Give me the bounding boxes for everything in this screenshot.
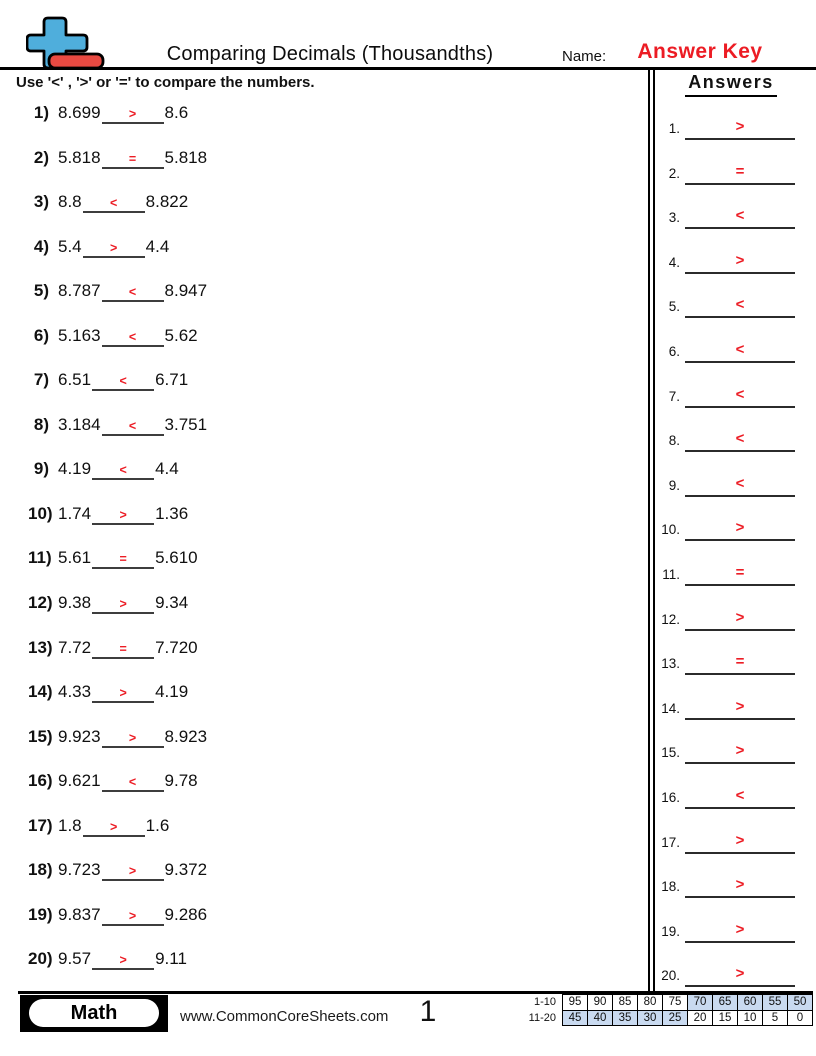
answer-number: 12. [661,611,680,627]
problem-left-value: 9.837 [58,904,101,924]
answer-blank-line [92,593,154,614]
comparison-symbol: > [109,240,118,255]
answer-number: 20. [661,968,680,984]
grade-cell: 20 [687,1010,713,1027]
grade-cell: 75 [662,994,688,1011]
problem-right-value: 4.19 [155,682,189,702]
answer-symbol: < [735,207,745,225]
answer-number: 11. [662,566,680,582]
problem-right-value: 8.947 [164,281,208,301]
answer-row [655,156,807,201]
comparison-symbol: > [128,864,137,879]
answer-blank-line [92,504,154,525]
answer-symbol: > [735,251,745,269]
answer-row [655,379,807,424]
problem-left-value: 5.4 [58,236,82,256]
answer-symbol: < [735,385,745,403]
answers-list [655,111,807,1003]
answer-line [685,780,795,809]
grade-cell: 15 [712,1010,738,1027]
problem-row [28,281,207,326]
problem-left-value: 4.33 [58,682,92,702]
answer-line [685,200,795,229]
problem-left-value: 5.818 [58,147,101,167]
grade-cell: 55 [762,994,788,1011]
problem-right-value: 6.71 [155,370,189,390]
problem-number: 18) [28,860,53,880]
answer-number: 1. [668,121,680,136]
answer-row [655,245,807,290]
answer-blank-line [92,682,154,703]
problem-right-value: 9.372 [164,860,208,880]
answers-column-divider [648,70,655,991]
answer-blank-line [92,548,154,569]
grading-row2-label: 11-20 [528,1011,556,1024]
answer-number: 17. [661,834,680,850]
answer-symbol: < [735,786,745,804]
problem-row [28,905,207,950]
grade-cell: 10 [737,1010,763,1027]
answer-symbol: = [735,653,745,671]
answer-blank-line [102,727,164,748]
answer-line [685,512,795,541]
problem-number: 15) [28,726,53,746]
comparison-symbol: < [119,374,127,389]
problem-number: 13) [28,637,53,657]
answer-number: 2. [668,165,680,181]
problem-number: 2) [33,147,49,167]
comparison-symbol: > [109,819,118,834]
answer-blank-line [102,148,164,169]
problem-number: 8) [33,414,49,434]
problem-number: 20) [28,949,53,969]
answer-number: 13. [661,656,680,672]
comparison-symbol: < [128,775,137,790]
answer-symbol: > [735,965,745,983]
page-title: Comparing Decimals (Thousandths) [166,43,494,65]
problem-left-value: 8.787 [58,281,101,301]
problem-left-value: 8.699 [58,103,101,122]
answer-number: 8. [668,433,680,449]
grading-table [514,995,813,1026]
grade-cell: 60 [737,994,763,1011]
answer-row [655,289,807,334]
problem-right-value: 4.4 [155,459,179,479]
comparison-symbol: > [119,686,127,701]
answer-row [655,334,807,379]
problem-left-value: 9.621 [58,771,101,791]
comparison-symbol: > [119,507,127,522]
header-divider [0,67,816,70]
answer-number: 5. [668,299,680,315]
answer-number: 15. [661,745,680,761]
problem-number: 7) [33,370,49,390]
problem-right-value: 7.720 [155,637,198,657]
problem-left-value: 5.163 [58,325,101,345]
problem-row [28,816,207,861]
grade-cell: 45 [562,1010,588,1027]
answer-blank-line [83,237,145,258]
answer-symbol: > [735,519,745,537]
problem-right-value: 8.822 [145,192,189,212]
answer-symbol: > [735,697,745,715]
comparison-symbol: > [128,730,137,745]
grade-cell: 5 [762,1010,788,1027]
problem-right-value: 9.34 [155,593,189,613]
answer-symbol: > [735,118,745,135]
answer-symbol: < [735,340,745,358]
problem-row [28,638,207,683]
answer-row [655,646,807,691]
subject-label: Math [29,999,159,1027]
answer-row [655,691,807,736]
answer-line [685,156,795,185]
answer-line [685,958,795,987]
answer-line [685,825,795,854]
answer-symbol: = [735,162,745,180]
answer-line [685,468,795,497]
problem-row [28,949,207,994]
grade-cell: 70 [687,994,713,1011]
comparison-symbol: = [128,151,137,166]
answer-blank-line [102,326,164,347]
comparison-symbol: < [128,418,137,433]
problem-row [28,148,207,193]
answer-blank-line [92,949,154,970]
answer-symbol: > [735,920,745,938]
problem-right-value: 1.36 [155,503,189,523]
problem-left-value: 1.74 [58,503,92,523]
problem-row [28,103,207,148]
name-label: Name: [562,48,607,65]
grade-cell: 90 [587,994,613,1011]
answers-heading-text: Answers [685,72,777,97]
comparison-symbol: < [109,196,118,211]
grade-cell: 30 [637,1010,663,1027]
problem-right-value: 5.818 [164,147,208,167]
problem-right-value: 3.751 [164,414,208,434]
problem-number: 12) [28,593,53,613]
answer-symbol: < [735,474,745,492]
answer-blank-line [83,192,145,213]
comparison-symbol: > [128,107,137,121]
answer-number: 6. [668,343,680,359]
problems-list [28,103,207,994]
problem-row [28,860,207,905]
problem-number: 16) [28,771,53,791]
grade-cell: 40 [587,1010,613,1027]
problem-row [28,771,207,816]
website-url: www.CommonCoreSheets.com [180,1008,389,1025]
comparison-symbol: < [128,329,137,344]
problem-row [28,326,207,371]
problem-row [28,370,207,415]
answer-row [655,780,807,825]
problem-number: 5) [33,281,49,301]
grade-cell: 80 [637,994,663,1011]
answer-number: 9. [668,477,680,493]
problem-number: 14) [28,682,53,702]
answer-line [685,691,795,720]
problem-number: 1) [33,103,49,122]
answer-row [655,111,807,156]
answer-key-text: Answer Key [637,40,763,63]
problem-right-value: 8.923 [164,726,208,746]
problem-left-value: 9.923 [58,726,101,746]
answer-line [685,334,795,363]
problem-number: 6) [33,325,49,345]
problem-row [28,459,207,504]
comparison-symbol: < [119,463,127,478]
problem-number: 3) [33,192,49,212]
problem-left-value: 8.8 [58,192,82,212]
comparison-symbol: = [119,552,127,567]
answer-symbol: > [735,876,745,894]
problem-right-value: 4.4 [145,236,170,256]
answer-row [655,602,807,647]
problem-right-value: 9.286 [164,904,208,924]
problem-number: 4) [33,236,49,256]
answer-blank-line [102,415,164,436]
answer-line [685,646,795,675]
problem-left-value: 4.19 [58,459,92,479]
problem-number: 10) [28,503,53,523]
answer-row [655,735,807,780]
answer-blank-line [102,771,164,792]
grading-row2 [563,1011,813,1027]
answer-line [685,914,795,943]
problem-row [28,548,207,593]
problem-row [28,415,207,460]
answer-number: 7. [668,388,680,404]
answer-blank-line [92,638,154,659]
problem-row [28,237,207,282]
minus-icon [49,54,103,68]
problem-right-value: 5.610 [155,548,198,568]
problem-row [28,727,207,772]
problem-left-value: 6.51 [58,370,92,390]
grading-row-labels [514,995,563,1026]
answer-row [655,825,807,870]
answer-number: 3. [668,210,680,226]
problem-left-value: 1.8 [58,815,82,835]
answer-row [655,869,807,914]
answer-line [685,423,795,452]
problem-number: 17) [28,815,53,835]
grading-row1 [563,995,813,1011]
comparison-symbol: > [119,953,127,968]
answer-number: 4. [668,254,680,270]
comparison-symbol: < [128,285,137,300]
grade-cell: 0 [787,1010,813,1027]
answer-number: 18. [661,879,680,895]
answer-blank-line [102,860,164,881]
comparison-symbol: > [128,908,137,923]
problem-row [28,192,207,237]
grade-cell: 65 [712,994,738,1011]
answer-symbol: < [735,296,745,314]
answer-number: 19. [661,923,680,939]
answer-blank-line [102,103,164,124]
answer-blank-line [83,816,145,837]
grade-cell: 35 [612,1010,638,1027]
grade-cell: 95 [562,994,588,1011]
answer-row [655,468,807,513]
problem-left-value: 3.184 [58,414,101,434]
comparison-symbol: = [119,641,127,656]
answer-symbol: = [735,563,745,581]
page-number: 1 [419,995,437,1028]
problem-left-value: 9.38 [58,593,92,613]
answer-line [685,869,795,898]
problem-left-value: 9.723 [58,860,101,880]
answer-line [685,557,795,586]
answer-row [655,512,807,557]
problem-row [28,593,207,638]
answers-heading [651,72,811,97]
problem-number: 19) [28,904,53,924]
problem-row [28,504,207,549]
instruction-text: Use '<' , '>' or '=' to compare the numbers. [16,74,315,91]
problem-left-value: 9.57 [58,949,92,969]
problem-number: 11) [28,548,52,568]
answer-symbol: > [735,742,745,760]
comparison-symbol: > [119,597,127,612]
problem-right-value: 1.6 [145,815,170,835]
answer-blank-line [102,905,164,926]
problem-right-value: 8.6 [164,103,189,122]
grading-row1-label: 1-10 [533,996,556,1008]
grade-cell: 85 [612,994,638,1011]
answer-line [685,111,795,140]
answer-symbol: < [735,430,745,448]
problem-right-value: 9.78 [164,771,198,791]
answer-row [655,200,807,245]
answer-line [685,245,795,274]
answer-blank-line [92,370,154,391]
answer-line [685,735,795,764]
answer-row [655,914,807,959]
answer-blank-line [102,281,164,302]
answer-line [685,289,795,318]
problem-right-value: 5.62 [164,325,198,345]
answer-number: 16. [661,789,680,805]
answer-row [655,423,807,468]
answer-blank-line [92,459,154,480]
answer-symbol: > [735,608,745,626]
answer-line [685,379,795,408]
problem-right-value: 9.11 [155,949,187,969]
problem-number: 9) [33,459,49,479]
problem-left-value: 7.72 [58,637,92,657]
answer-line [685,602,795,631]
grade-cell: 50 [787,994,813,1011]
problem-left-value: 5.61 [58,548,92,568]
subject-badge [20,995,168,1032]
problem-row [28,682,207,727]
answer-number: 10. [661,522,680,538]
answer-symbol: > [735,831,745,849]
answer-number: 14. [661,700,680,716]
answer-row [655,557,807,602]
grade-cell: 25 [662,1010,688,1027]
